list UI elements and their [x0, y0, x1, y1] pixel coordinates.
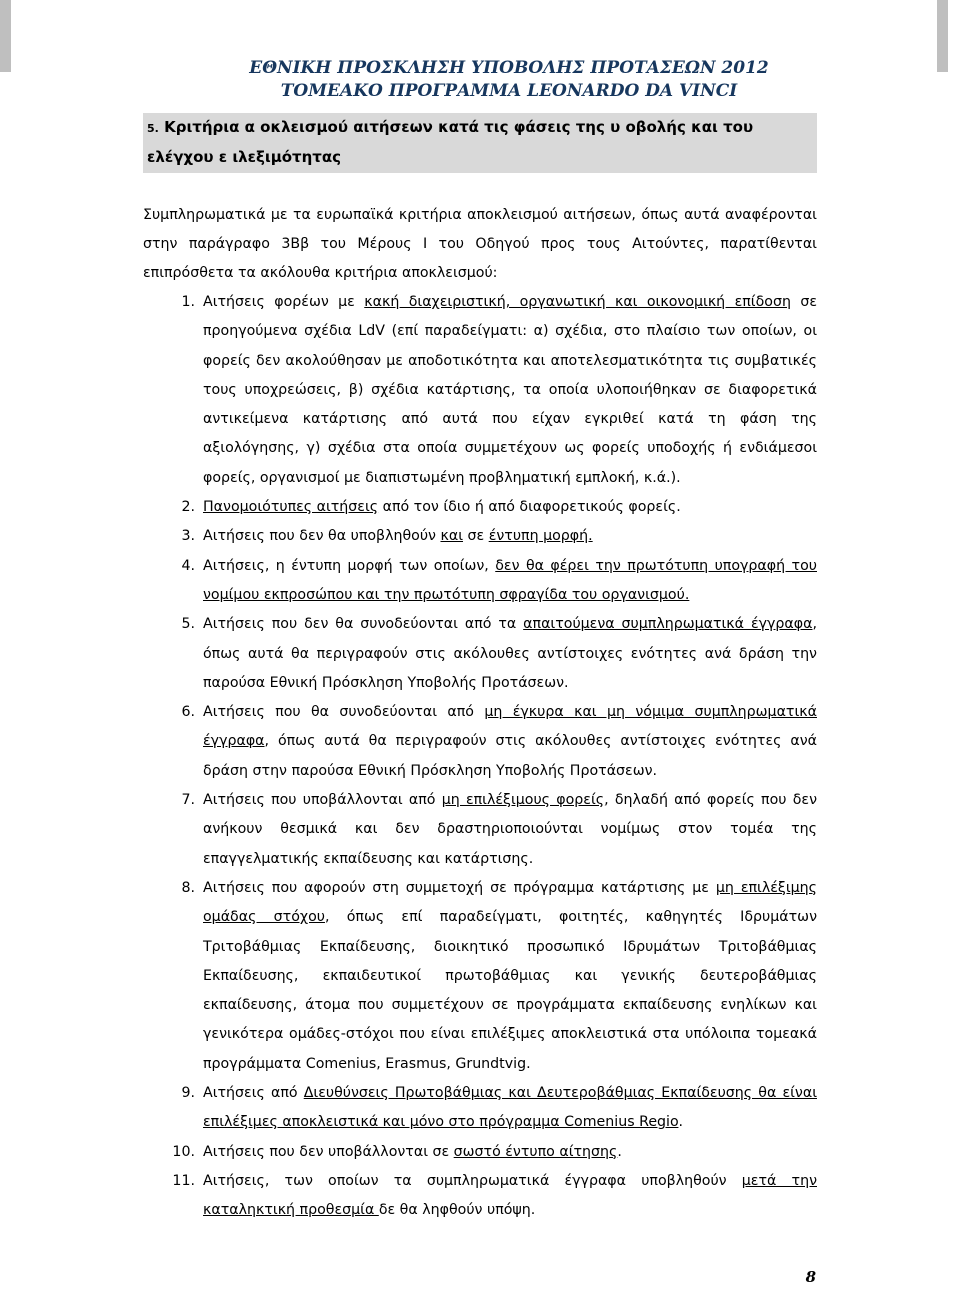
- item-text: Αιτήσεις που δεν θα υποβληθούν και σε έντυπη μορφή.: [203, 528, 593, 545]
- list-item: [143, 698, 817, 786]
- item-number: 6.: [181, 704, 195, 721]
- item-text: Αιτήσεις που υποβάλλονται από μη επιλέξιμους φορείς, δηλαδή από φορείς που δεν ανήκουν θεσμικά και δεν δραστηριοποιούνται νομίμως στον τομέα της επαγγελματικής εκπαίδευσης και κατάρτισης.: [203, 792, 817, 867]
- item-number: 7.: [181, 792, 195, 809]
- item-text: Αιτήσεις που δεν υποβάλλονται σε σωστό έντυπο αίτησης.: [203, 1143, 622, 1160]
- list-item: [143, 610, 817, 698]
- item-number: 2.: [181, 499, 195, 516]
- header-line-2: ΤΟΜΕΑΚΟ ΠΡΟΓΡΑΜΜΑ LEONARDO DA VINCI: [280, 81, 738, 101]
- item-number: 11.: [172, 1172, 195, 1189]
- item-text: Αιτήσεις που δεν θα συνοδεύονται από τα απαιτούμενα συμπληρωματικά έγγραφα, όπως αυτά θα περιγραφούν στις ακόλουθες αντίστοιχες ενότητες ανά δράση την παρούσα Εθνική Πρόσκληση Υποβολής Προτάσεων.: [203, 616, 817, 691]
- item-number: 9.: [181, 1085, 195, 1102]
- item-text: Αιτήσεις που θα συνοδεύονται από μη έγκυρα και μη νόμιμα συμπληρωματικά έγγραφα, όπως αυτά θα περιγραφούν στις ακόλουθες αντίστοιχες ενότητες ανά δράση στην παρούσα Εθνική Πρόσκληση Υποβολής Προτάσεων.: [203, 704, 817, 779]
- item-text: Αιτήσεις από Διευθύνσεις Πρωτοβάθμιας και Δευτεροβάθμιας Εκπαίδευσης θα είναι επιλέξιμες αποκλειστικά και μόνο στο πρόγραμμα Comenius Regio.: [203, 1085, 817, 1131]
- item-text: Αιτήσεις που αφορούν στη συμμετοχή σε πρόγραμμα κατάρτισης με μη επιλέξιμης ομάδας στόχου, όπως επί παραδείγματι, φοιτητές, καθηγητές Ιδρυμάτων Τριτοβάθμιας Εκπαίδευσης, διοικητικό προσωπικό Ιδρυμάτων Τριτοβάθμιας Εκπαίδευσης, εκπαιδευτικοί πρωτοβάθμιας και γενικής δευτεροβάθμιας εκπαίδευσης, άτομα που συμμετέχουν σε προγράμματα εκπαίδευσης ενηλίκων και γενικότερα ομάδες-στόχοι που είναι επιλέξιμες αποκλειστικά στα υπόλοιπα τομεακά προγράμματα Comenius, Erasmus, Grundtvig.: [203, 879, 817, 1072]
- document-header: [0, 57, 960, 103]
- intro-paragraph: Συμπληρωματικά με τα ευρωπαϊκά κριτήρια αποκλεισμού αιτήσεων, όπως αυτά αναφέρονται στην παράγραφο 3Ββ του Μέρους Ι του Οδηγού προς τους Αιτούντες, παρατίθενται επιπρόσθετα τα ακόλουθα κριτήρια αποκλεισμού:: [143, 207, 817, 281]
- item-number: 5.: [181, 616, 195, 633]
- item-number: 1.: [181, 294, 195, 310]
- page-number: 8: [805, 1268, 816, 1286]
- item-text: Πανομοιότυπες αιτήσεις από τον ίδιο ή από διαφορετικούς φορείς.: [203, 499, 681, 516]
- list-item: [143, 1138, 817, 1167]
- header-line-1: ΕΘΝΙΚΗ ΠΡΟΣΚΛΗΣΗ ΥΠΟΒΟΛΗΣ ΠΡΟΤΑΣΕΩΝ 2012: [249, 58, 769, 78]
- item-text: Αιτήσεις, η έντυπη μορφή των οποίων, δεν θα φέρει την πρωτότυπη υπογραφή του νομίμου εκπροσώπου και την πρωτότυπη σφραγίδα του οργανισμού.: [203, 557, 817, 603]
- item-number: 3.: [181, 528, 195, 545]
- item-number: 10.: [172, 1143, 195, 1160]
- item-number: 8.: [181, 879, 195, 896]
- list-item: [143, 1079, 817, 1138]
- section-number: 5.: [147, 122, 159, 135]
- criteria-list: [143, 288, 817, 1226]
- section-heading: [143, 113, 817, 173]
- item-text: Αιτήσεις φορέων με κακή διαχειριστική, οργανωτική και οικονομική επίδοση σε προηγούμενα σχέδια LdV (επί παραδείγματι: α) σχέδια, στο πλαίσιο των οποίων, οι φορείς δεν ακολούθησαν με αποδοτικότητα και αποτελεσματικότητα τις συμβατικές τους υποχρεώσεις, β) σχέδια κατάρτισης, τα οποία υλοποιήθηκαν σε διαφορετικά αντικείμενα κατάρτισης από αυτά που είχαν εγκριθεί κατά τη φάση της αξιολόγησης, γ) σχέδια στα οποία συμμετέχουν ως φορείς υποδοχής ή ενδιάμεσοι φορείς, οργανισμοί με διαπιστωμένη προβληματική εμπλοκή, κ.ά.).: [203, 294, 817, 486]
- list-item: [143, 1167, 817, 1226]
- list-item: [143, 288, 817, 493]
- item-number: 4.: [181, 557, 195, 574]
- list-item: [143, 874, 817, 1079]
- item-text: Αιτήσεις, των οποίων τα συμπληρωματικά έγγραφα υποβληθούν μετά την καταληκτική προθεσμία δε θα ληφθούν υπόψη.: [203, 1172, 817, 1219]
- list-item: [143, 786, 817, 874]
- list-item: [143, 552, 817, 611]
- section-title: Κριτήρια α οκλεισμού αιτήσεων κατά τις φάσεις της υ οβολής και του ελέγχου ε ιλεξιμότητας: [147, 118, 754, 166]
- list-item: [143, 522, 817, 551]
- list-item: [143, 493, 817, 522]
